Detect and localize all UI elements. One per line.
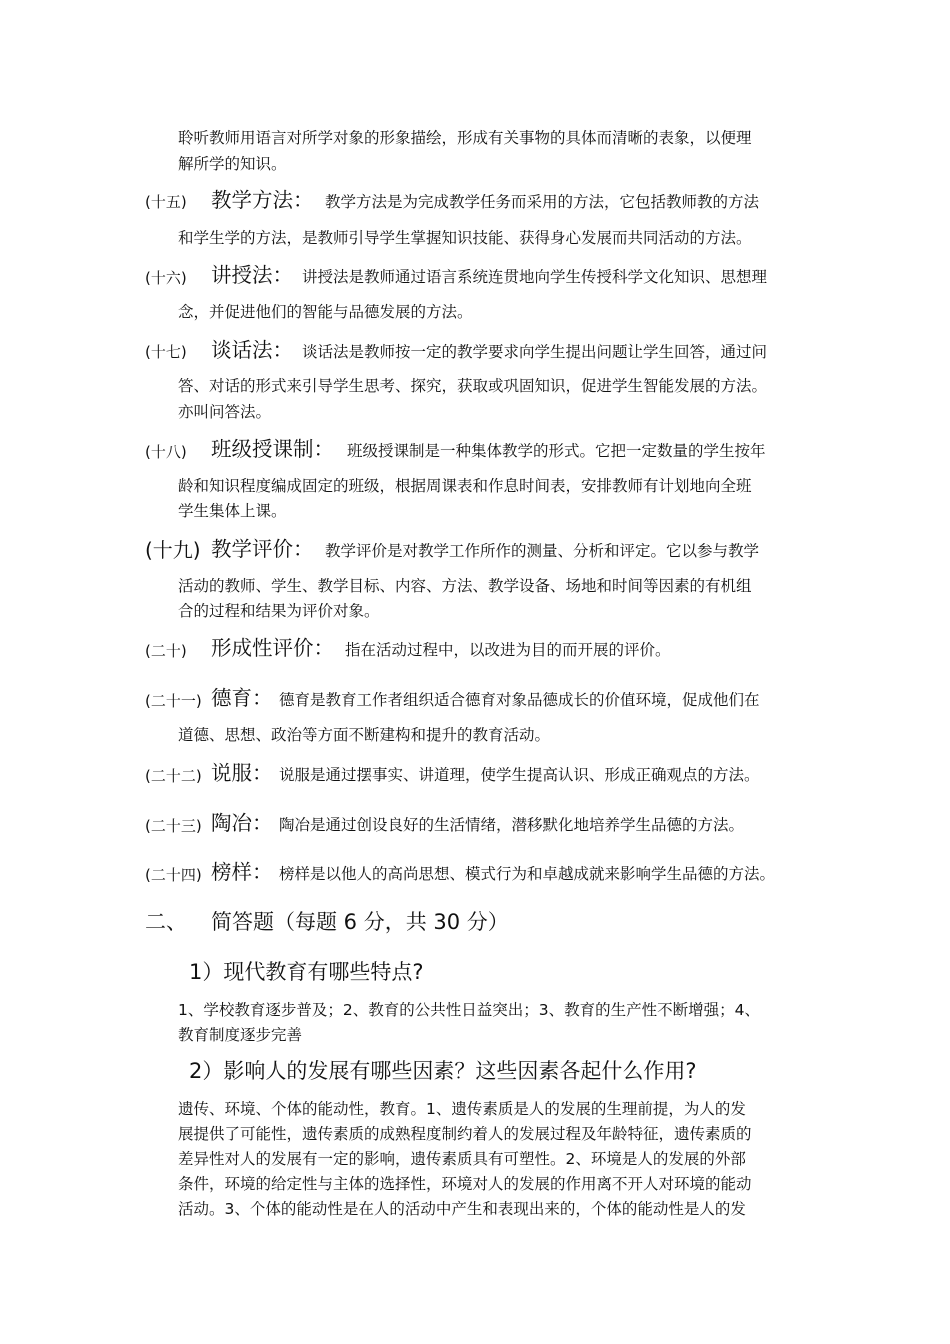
term-number: (十七) bbox=[145, 343, 187, 361]
term-title: 谈话法： bbox=[211, 338, 293, 362]
answer-line: 条件，环境的给定性与主体的选择性，环境对人的发展的作用离不开人对环境的能动 bbox=[178, 1175, 752, 1193]
section-number: 二、 bbox=[145, 910, 187, 934]
term-definition-line: 学生集体上课。 bbox=[178, 502, 287, 520]
term-definition-line: 指在活动过程中，以改进为目的而开展的评价。 bbox=[345, 641, 671, 659]
term-definition-line: 念，并促进他们的智能与品德发展的方法。 bbox=[178, 303, 473, 321]
question-title: 1）现代教育有哪些特点? bbox=[189, 960, 424, 984]
question-title: 2）影响人的发展有哪些因素？这些因素各起什么作用? bbox=[189, 1059, 697, 1083]
term-number: (二十三) bbox=[145, 817, 202, 835]
term-title: 陶冶： bbox=[211, 811, 273, 835]
term-title: 讲授法： bbox=[211, 263, 293, 287]
answer-line: 教育制度逐步完善 bbox=[178, 1026, 303, 1044]
term-title: 班级授课制： bbox=[211, 437, 334, 461]
term-title: 榜样： bbox=[211, 860, 273, 884]
term-title: 教学评价： bbox=[211, 537, 314, 561]
term-number: (二十四) bbox=[145, 866, 202, 884]
term-definition-line: 教学评价是对教学工作所作的测量、分析和评定。它以参与教学 bbox=[325, 542, 760, 560]
answer-line: 遗传、环境、个体的能动性，教育。1、遗传素质是人的发展的生理前提，为人的发 bbox=[178, 1100, 746, 1118]
term-number: (二十二) bbox=[145, 767, 202, 785]
term-definition-line: 活动的教师、学生、教学目标、内容、方法、教学设备、场地和时间等因素的有机组 bbox=[178, 577, 752, 595]
term-number: (十六) bbox=[145, 269, 187, 287]
answer-line: 差异性对人的发展有一定的影响，遗传素质具有可塑性。2、环境是人的发展的外部 bbox=[178, 1150, 746, 1168]
term-definition-line: 德育是教育工作者组织适合德育对象品德成长的价值环境，促成他们在 bbox=[279, 691, 760, 709]
term-number: (十九) bbox=[145, 538, 201, 562]
intro-line: 解所学的知识。 bbox=[178, 155, 287, 173]
term-title: 教学方法： bbox=[211, 188, 314, 212]
term-definition-line: 教学方法是为完成教学任务而采用的方法，它包括教师教的方法 bbox=[325, 193, 760, 211]
term-number: (二十一) bbox=[145, 692, 202, 710]
term-definition-line: 说服是通过摆事实、讲道理，使学生提高认识、形成正确观点的方法。 bbox=[279, 766, 760, 784]
term-number: (二十) bbox=[145, 642, 187, 660]
section-title: 简答题（每题 6 分，共 30 分） bbox=[211, 910, 509, 934]
term-definition-line: 班级授课制是一种集体教学的形式。它把一定数量的学生按年 bbox=[347, 442, 766, 460]
answer-line: 活动。3、个体的能动性是在人的活动中产生和表现出来的，个体的能动性是人的发 bbox=[178, 1200, 746, 1218]
term-title: 形成性评价： bbox=[211, 636, 334, 660]
answer-line: 展提供了可能性，遗传素质的成熟程度制约着人的发展过程及年龄特征，遗传素质的 bbox=[178, 1125, 752, 1143]
term-title: 说服： bbox=[211, 761, 273, 785]
term-number: (十八) bbox=[145, 443, 187, 461]
term-definition-line: 合的过程和结果为评价对象。 bbox=[178, 602, 380, 620]
term-number: (十五) bbox=[145, 193, 187, 211]
term-definition-line: 和学生学的方法，是教师引导学生掌握知识技能、获得身心发展而共同活动的方法。 bbox=[178, 229, 752, 247]
answer-line: 1、学校教育逐步普及；2、教育的公共性日益突出；3、教育的生产性不断增强；4、 bbox=[178, 1001, 760, 1019]
term-definition-line: 答、对话的形式来引导学生思考、探究，获取或巩固知识，促进学生智能发展的方法。 bbox=[178, 377, 768, 395]
term-definition-line: 陶冶是通过创设良好的生活情绪，潜移默化地培养学生品德的方法。 bbox=[279, 816, 745, 834]
term-definition-line: 亦叫问答法。 bbox=[178, 403, 272, 421]
intro-line: 聆听教师用语言对所学对象的形象描绘，形成有关事物的具体而清晰的表象，以便理 bbox=[178, 129, 752, 147]
term-definition-line: 道德、思想、政治等方面不断建构和提升的教育活动。 bbox=[178, 726, 551, 744]
term-definition-line: 谈话法是教师按一定的教学要求向学生提出问题让学生回答，通过问 bbox=[302, 343, 768, 361]
term-definition-line: 讲授法是教师通过语言系统连贯地向学生传授科学文化知识、思想理 bbox=[302, 268, 768, 286]
term-definition-line: 龄和知识程度编成固定的班级，根据周课表和作息时间表，安排教师有计划地向全班 bbox=[178, 477, 752, 495]
term-definition-line: 榜样是以他人的高尚思想、模式行为和卓越成就来影响学生品德的方法。 bbox=[279, 865, 776, 883]
term-title: 德育： bbox=[211, 686, 273, 710]
